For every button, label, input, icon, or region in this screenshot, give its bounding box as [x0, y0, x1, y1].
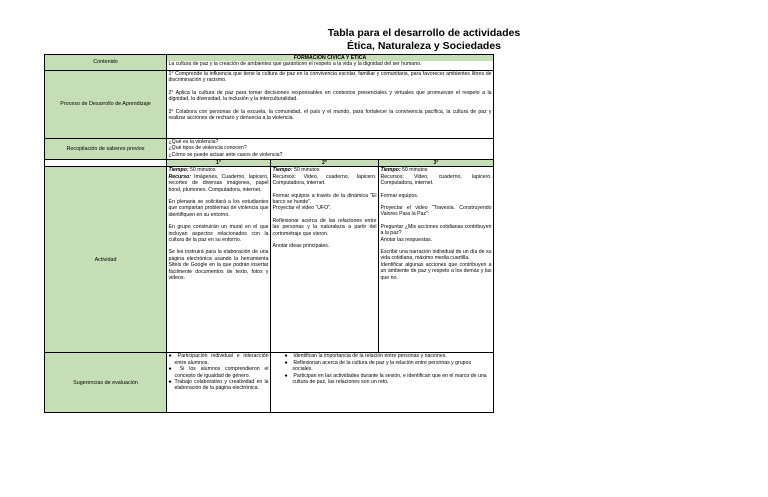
list-item: ● Trabajo colaborativo y creatividad en la elaboración de la página electrónica. [168, 379, 269, 392]
grade-1-header: 1° [167, 160, 271, 167]
question-2: ¿Qué tipos de violencia conocen? [168, 145, 247, 152]
sugerencias-grade-1 [167, 353, 271, 413]
list-item: ● Participación individual e interacción entre alumnos. [168, 353, 269, 366]
question-3: ¿Cómo se puede actuar ante casos de violencia? [168, 151, 283, 158]
actividad-grade-3: Tiempo: 50 minutos Recursos: Video, cuaderno, lapicero. Computadora, internet. Formar equipos. Proyectar el video “Travesía. Construyendo Valores Para la Paz”: Preguntar ¿Mis acciones cotidianas contribuyen a la paz? Anotar las respuestas. Escribir una narración individual de un día de su vida cotidiana, máximo media cuartilla. Identificar algunas acciones que contribuyen a un ambiente de paz y respeto a los demás y las que no. [379, 167, 494, 353]
list-item: ● Reflexionan acerca de la cultura de paz y la relación entre personas y grupos sociales. [284, 359, 472, 373]
proceso-item-3: 3° Colabora con personas de la escuela, la comunidad, el país y el mundo, para fortalecer la convivencia pacífica, la cultura de paz y realizar acciones de rechazo y denuncia a la violencia. [168, 108, 492, 122]
sugerencias-label: Sugerencias de evaluación [45, 353, 167, 413]
grade-2-header: 2° [271, 160, 379, 167]
list-item: ● Si los alumnos comprendieron el concepto de igualdad de género. [168, 366, 269, 379]
actividad-grade-2: Tiempo: 50 minutos Recursos: Video, cuaderno, lapicero. Computadora, internet. Formar equipos a través de la dinámica “El barco se hunde”. Proyectar el video “UFO”. Reflexionar acerca de las relaciones entre las personas y la naturaleza a partir del cortometraje que vieron. Anotar ideas principales. [271, 167, 379, 353]
contenido-cell [167, 55, 494, 71]
recopilacion-cell [167, 139, 494, 160]
activities-table [44, 54, 494, 413]
question-1: ¿Qué es la violencia? [168, 139, 219, 145]
grade-3-header: 3° [379, 160, 494, 167]
contenido-header: FORMACIÓN CÍVICA Y ÉTICA [167, 55, 493, 61]
contenido-text: La cultura de paz y la creación de ambientes que garanticen el respeto a la vida y la dignidad del ser humano. [168, 61, 422, 68]
proceso-item-2: 2° Aplica la cultura de paz para tomar decisiones responsables en contextos presenciales y virtuales que promuevan el respeto a la dignidad, la diversidad, la inclusión y la interculturalidad. [168, 89, 492, 103]
contenido-label: Contenido [45, 55, 167, 71]
proceso-cell [167, 71, 494, 139]
actividad-grade-1: Tiempo: 50 minutos Recurso: Imágenes, Cuaderno, lapicero, recortes de diversas imágenes, papel bond, plumones. Computadora, internet. En plenaria se solicitará a los estudiantes que compartan problemas de violencia que identifiquen en su entorno. En grupo construirán un mural en el que incluyan aspectos relacionados con la cultura de la paz en su entorno. Se les instruirá para la elaboración de una página electrónica usando la herramienta Sitels de Google en la que podrán insertar fácilmente documentos de texto, fotos y videos. [167, 167, 271, 353]
document-title: Tabla para el desarrollo de actividades [327, 27, 521, 39]
document-subtitle: Ética, Naturaleza y Sociedades [346, 40, 502, 52]
list-item: ● Participan en las actividades durante la sesión, e identifican que en el marco de una cultura de paz, las relaciones son un reto. [284, 372, 487, 386]
sugerencias-grade-2-3 [271, 353, 494, 413]
actividad-label: Actividad [45, 167, 167, 353]
recopilacion-label: Recopilación de saberes previos [45, 139, 167, 160]
proceso-item-1: 1° Comprende la influencia que tiene la cultura de paz en la convivencia escolar, familiar y comunitaria, para favorecer ambientes libres de discriminación y racismo. [168, 71, 492, 84]
list-item: ● Identifican la importancia de la relación entre personas y naciones. [284, 353, 447, 360]
proceso-label: Proceso de Desarrollo de Aprendizaje [45, 71, 167, 139]
